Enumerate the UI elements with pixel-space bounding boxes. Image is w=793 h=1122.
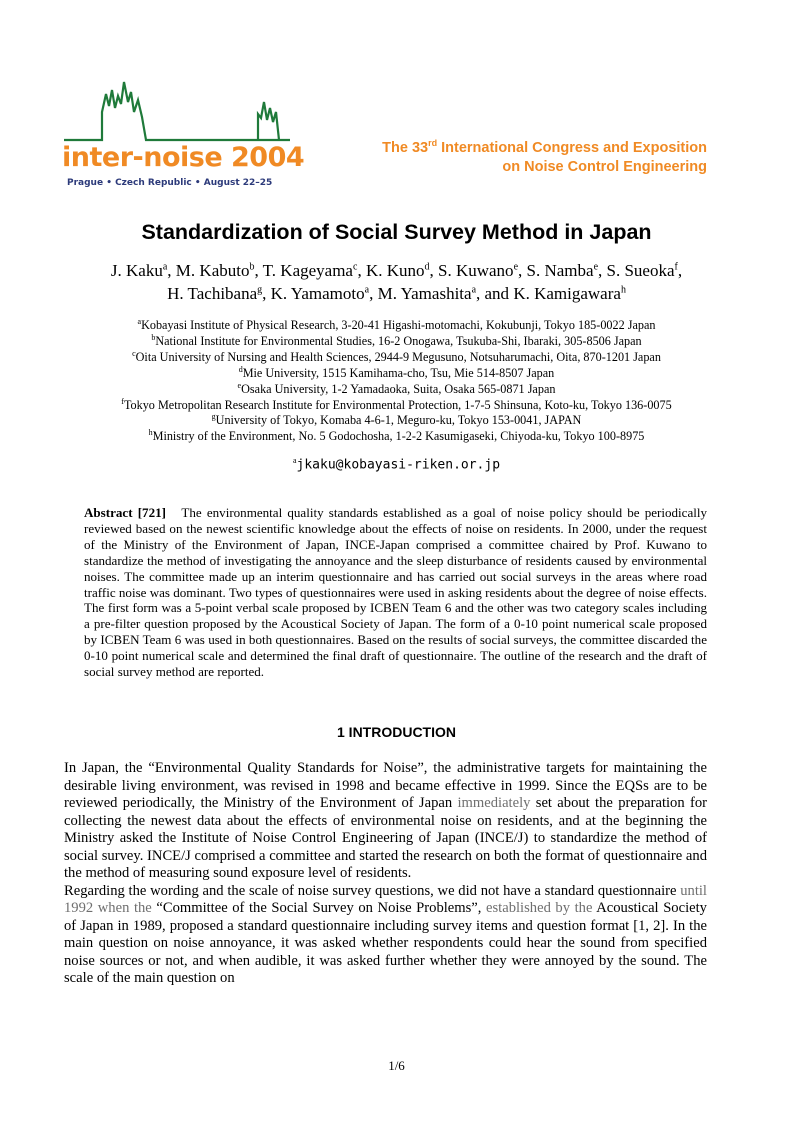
- author-line-1: J. Kaku$^a$, M. Kabuto$^b$, T. Kageyama$^c$, K. Kuno$^d$, S. Kuwano$^e$, S. Namba$^e$, S. Sueoka$^f$,: [110, 261, 683, 280]
- section-heading: 1 INTRODUCTION: [337, 724, 456, 740]
- paragraph: [64, 883, 707, 988]
- congress-line1: International Congress and Exposition: [437, 140, 707, 156]
- logo-wordmark: inter-noise 2004: [62, 142, 305, 173]
- congress-line2: on Noise Control Engineering: [502, 159, 707, 175]
- affiliation-marker: g: [211, 412, 216, 422]
- affiliation-marker: a: [137, 316, 142, 326]
- page-number: 1/6: [388, 1058, 405, 1073]
- affiliation-text: Ministry of the Environment, No. 5 Godochosha, 1-2-2 Kasumigaseki, Chiyoda-ku, Tokyo 100-8975: [152, 429, 645, 444]
- congress-ordinal: The 33: [382, 140, 429, 156]
- author-name: K. Kamigawara: [513, 284, 621, 303]
- edited-text-run: established by the: [486, 900, 593, 916]
- affiliation: [0, 382, 793, 398]
- abstract: [84, 505, 707, 680]
- author-affiliation-marker: a: [364, 284, 370, 296]
- affiliation-text: University of Tokyo, Komaba 4-6-1, Meguro-ku, Tokyo 153-0041, JAPAN: [215, 413, 582, 428]
- congress-title: [382, 139, 707, 177]
- affiliation: [0, 366, 793, 382]
- affiliation-marker: b: [151, 332, 156, 342]
- affiliation: [0, 429, 793, 445]
- affiliation-marker: e: [237, 380, 242, 390]
- affiliation: [0, 398, 793, 414]
- author-name: M. Yamashita: [377, 284, 472, 303]
- author-affiliation-marker: h: [620, 284, 626, 296]
- affiliation: [0, 334, 793, 350]
- contact-email[interactable]: [0, 456, 793, 472]
- author-name: S. Namba: [526, 261, 594, 280]
- author-name: K. Yamamoto: [270, 284, 365, 303]
- affiliation-text: National Institute for Environmental Studies, 16-2 Onogawa, Tsukuba-Shi, Ibaraki, 305-8506 Japan: [155, 333, 642, 348]
- author-name: H. Tachibana: [167, 284, 258, 303]
- affiliation-text: Oita University of Nursing and Health Sciences, 2944-9 Megusuno, Notsuharumachi, Oita, 870-1201 Japan: [135, 349, 661, 364]
- edited-text-run: immediately: [457, 795, 531, 811]
- author-affiliation-marker: f: [674, 261, 678, 273]
- author-name: J. Kaku: [110, 261, 163, 280]
- author-name: M. Kabuto: [175, 261, 250, 280]
- affiliation-marker: c: [132, 348, 136, 358]
- author-affiliation-marker: e: [513, 261, 519, 273]
- author-list: [0, 259, 793, 305]
- abstract-text: The environmental quality standards established as a goal of noise policy should be periodically reviewed based on the newest scientific knowledge about the effects of noise on residents. In 2000, under the request of the Ministry of the Environment of Japan, INCE-Japan comprised a committee chaired by Prof. Kuwano to standardize the method of investigating the annoyance and the sleep disturbance of residents caused by environmental noises. The committee made up an interim questionnaire and has carried out social surveys in the areas where road traffic noise was dominant. Two types of questionnaires were used in asking residents about the degree of noise effects. The first form was a 5-point verbal scale proposed by ICBEN Team 6 and the other was two category scales including a pre-filter question proposed by the Acoustical Society of Japan. The form of a 0-10 point numerical scale proposed by ICBEN Team 6 was used in both questionnaires. Based on the results of social surveys, the committee discarded the 0-10 point numerical scale and determined the final draft of questionnaire. The outline of the research and the draft of social survey method are reported.: [84, 505, 708, 680]
- author-affiliation-marker: g: [257, 284, 263, 296]
- affiliation-text: Tokyo Metropolitan Research Institute for Environmental Protection, 1-7-5 Shinsuna, Koto-ku, Tokyo 136-0075: [123, 397, 672, 412]
- paper-title: Standardization of Social Survey Method in Japan: [141, 220, 652, 244]
- affiliation-marker: h: [148, 428, 153, 438]
- text-run: Acoustical Society of Japan in 1989, proposed a standard questionnaire including survey items and question format [1, 2]. In the main question on noise annoyance, it was asked whether respondents could hear the sound from specified noise sources or not, and when audible, it was asked further whether they were annoyed by the sound. The scale of the main question on: [64, 900, 707, 986]
- affiliation-text: Mie University, 1515 Kamihama-cho, Tsu, Mie 514-8507 Japan: [242, 365, 555, 380]
- author-name: T. Kageyama: [262, 261, 353, 280]
- text-run: set about the preparation for collecting the newest data about the effects of environmental noise on residents, and at the beginning the Ministry asked the Institute of Noise Control Engineering of Japan (INCE/J) to standardize the method of social survey. INCE/J comprised a committee and started the research on both the format of questionnaire and the method of measuring sound exposure level of residents.: [64, 795, 707, 881]
- conference-logo: [62, 72, 305, 192]
- text-run: In Japan, the “Environmental Quality Standards for Noise”, the administrative targets for maintaining the desirable living environment, was revised in 1998 and became effective in 1999. Since the EQSs are to be reviewed periodically, the Ministry of the Environment of Japan: [64, 760, 707, 811]
- author-name: K. Kuno: [365, 261, 425, 280]
- author-name: S. Sueoka: [606, 261, 675, 280]
- author-affiliation-marker: e: [593, 261, 599, 273]
- email-address[interactable]: jkaku@kobayasi-riken.or.jp: [296, 457, 501, 473]
- author-affiliation-marker: b: [249, 261, 255, 273]
- author-affiliation-marker: c: [352, 261, 358, 273]
- affiliation-text: Kobayasi Institute of Physical Research, 3-20-41 Higashi-motomachi, Kokubunji, Tokyo 185-0022 Japan: [141, 318, 656, 332]
- affiliation-marker: f: [121, 396, 124, 406]
- edited-text-run: until 1992 when the: [64, 882, 707, 916]
- author-affiliation-marker: a: [162, 261, 168, 273]
- affiliation: [0, 318, 793, 334]
- text-run: “Committee of the Social Survey on Noise Problems”,: [151, 900, 487, 916]
- logo-subtitle: Prague • Czech Republic • August 22–25: [67, 178, 273, 188]
- paragraph: [64, 760, 707, 883]
- author-affiliation-marker: d: [424, 261, 430, 273]
- affiliation-text: Osaka University, 1-2 Yamadaoka, Suita, Osaka 565-0871 Japan: [241, 381, 556, 396]
- affiliation: [0, 350, 793, 366]
- affiliation-marker: d: [238, 364, 243, 374]
- congress-ordinal-suffix: rd: [428, 138, 438, 149]
- prague-skyline-icon: [62, 72, 294, 144]
- author-name: S. Kuwano: [438, 261, 514, 280]
- author-line-2: H. Tachibana$^g$, K. Yamamoto$^a$, M. Yamashita$^a$, and K. Kamigawara$^h$: [167, 284, 626, 303]
- author-affiliation-marker: a: [471, 284, 477, 296]
- email-marker: a: [292, 456, 297, 465]
- abstract-label: Abstract [721]: [84, 505, 166, 520]
- affiliation-list: [0, 318, 793, 445]
- affiliation: [0, 413, 793, 429]
- text-run: Regarding the wording and the scale of noise survey questions, we did not have a standard questionnaire: [64, 882, 681, 899]
- introduction-body: [64, 760, 707, 988]
